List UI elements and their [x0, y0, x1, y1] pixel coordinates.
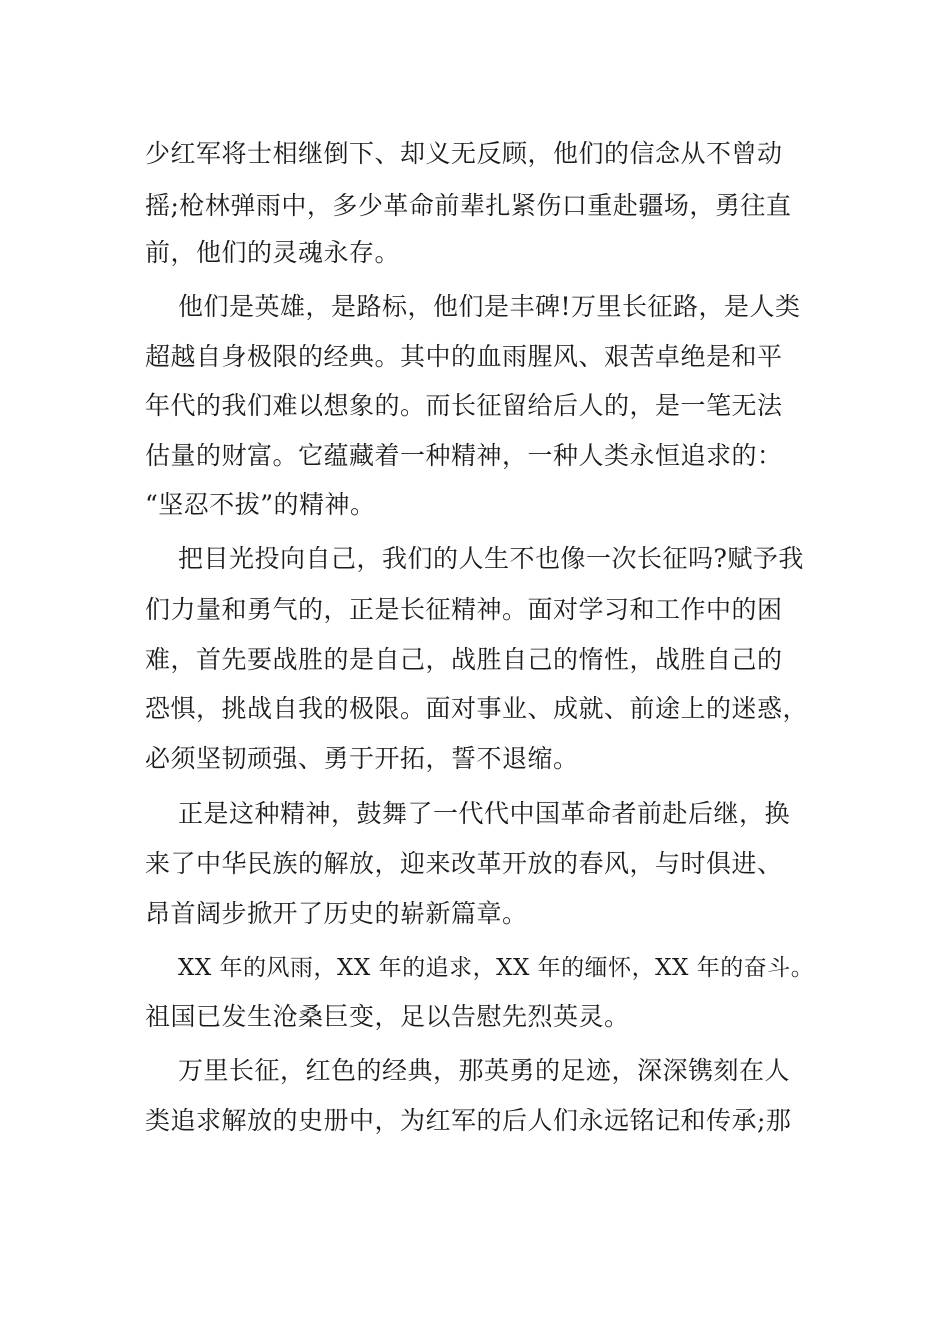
paragraph-5-line-2: 祖国已发生沧桑巨变，足以告慰先烈英灵。 — [145, 1002, 630, 1031]
paragraph-2-line-1: 他们是英雄，是路标，他们是丰碑!万里长征路，是人类 — [178, 292, 801, 321]
paragraph-3-line-3: 难，首先要战胜的是自己，战胜自己的惰性，战胜自己的 — [145, 645, 783, 674]
paragraph-3-line-2: 们力量和勇气的，正是长征精神。面对学习和工作中的困 — [145, 595, 783, 624]
paragraph-4-line-3: 昂首阔步掀开了历史的崭新篇章。 — [145, 899, 528, 928]
paragraph-1-line-2: 摇;枪林弹雨中，多少革命前辈扎紧伤口重赴疆场，勇往直 — [145, 191, 792, 220]
paragraph-5-line-1: XX 年的风雨，XX 年的追求，XX 年的缅怀，XX 年的奋斗。 — [178, 955, 815, 981]
paragraph-2-line-2: 超越自身极限的经典。其中的血雨腥风、艰苦卓绝是和平 — [145, 342, 783, 371]
paragraph-6-line-1: 万里长征，红色的经典，那英勇的足迹，深深镌刻在人 — [178, 1056, 791, 1085]
paragraph-1-line-1: 少红军将士相继倒下、却义无反顾，他们的信念从不曾动 — [145, 139, 783, 168]
paragraph-2-line-4: 估量的财富。它蕴藏着一种精神，一种人类永恒追求的： — [145, 441, 783, 470]
paragraph-2-line-5: “坚忍不拔”的精神。 — [145, 490, 376, 519]
paragraph-1-line-3: 前，他们的灵魂永存。 — [145, 238, 401, 267]
paragraph-3-line-5: 必须坚韧顽强、勇于开拓，誓不退缩。 — [145, 744, 579, 773]
paragraph-3-line-1: 把目光投向自己，我们的人生不也像一次长征吗?赋予我 — [178, 544, 804, 573]
paragraph-4-line-2: 来了中华民族的解放，迎来改革开放的春风，与时俱进、 — [145, 849, 783, 878]
paragraph-6-line-2: 类追求解放的史册中，为红军的后人们永远铭记和传承;那 — [145, 1106, 792, 1135]
paragraph-4-line-1: 正是这种精神，鼓舞了一代代中国革命者前赴后继，换 — [178, 799, 791, 828]
paragraph-3-line-4: 恐惧，挑战自我的极限。面对事业、成就、前途上的迷惑， — [145, 694, 809, 723]
paragraph-2-line-3: 年代的我们难以想象的。而长征留给后人的，是一笔无法 — [145, 391, 783, 420]
